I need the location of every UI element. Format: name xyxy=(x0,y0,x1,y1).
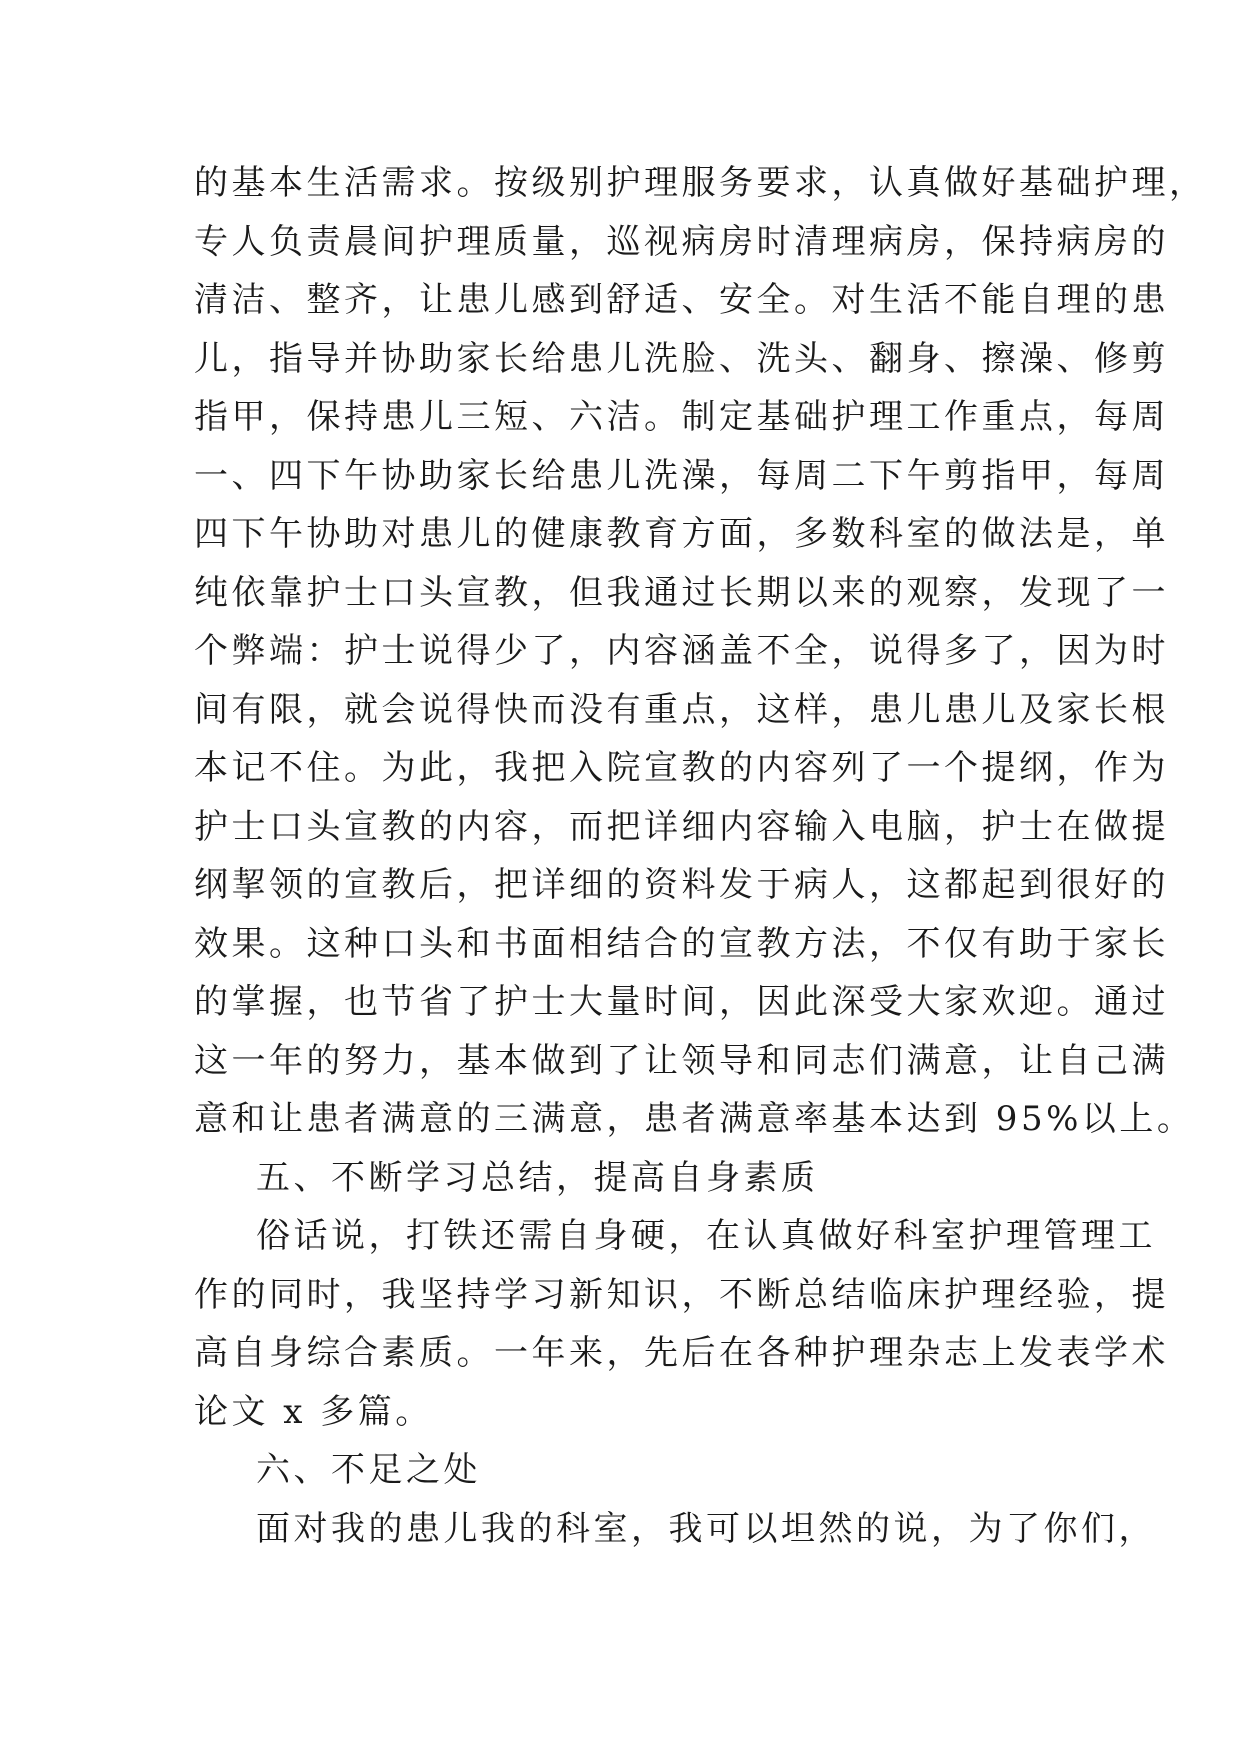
text-line: 清洁、整齐，让患儿感到舒适、安全。对生活不能自理的患 xyxy=(194,280,1169,320)
text-line: 指甲，保持患儿三短、六洁。制定基础护理工作重点，每周 xyxy=(194,397,1169,437)
text-line: 的掌握，也节省了护士大量时间，因此深受大家欢迎。通过 xyxy=(194,982,1169,1022)
text-line: 面对我的患儿我的科室，我可以坦然的说，为了你们， xyxy=(256,1508,1156,1549)
text-line: 纯依靠护士口头宣教，但我通过长期以来的观察，发现了一 xyxy=(194,572,1169,613)
text-line: 俗话说，打铁还需自身硬，在认真做好科室护理管理工 xyxy=(256,1216,1156,1256)
text-line: 高自身综合素质。一年来，先后在各种护理杂志上发表学术 xyxy=(194,1333,1169,1373)
text-line: 效果。这种口头和书面相结合的宣教方法，不仅有助于家长 xyxy=(194,923,1169,964)
text-line: 这一年的努力，基本做到了让领导和同志们满意，让自己满 xyxy=(194,1040,1169,1081)
text-line: 六、不足之处 xyxy=(256,1450,481,1490)
document-body xyxy=(194,154,1207,1558)
text-line: 纲挈领的宣教后，把详细的资料发于病人，这都起到很好的 xyxy=(194,865,1169,905)
text-line: 间有限，就会说得快而没有重点，这样，患儿患儿及家长根 xyxy=(194,689,1169,730)
text-line: 一、四下午协助家长给患儿洗澡，每周二下午剪指甲，每周 xyxy=(194,455,1169,496)
text-line: 本记不住。为此，我把入院宣教的内容列了一个提纲，作为 xyxy=(194,748,1169,788)
text-line: 的基本生活需求。按级别护理服务要求，认真做好基础护理， xyxy=(194,163,1207,203)
text-line: 论文 x 多篇。 xyxy=(194,1391,433,1432)
text-line: 护士口头宣教的内容，而把详细内容输入电脑，护士在做提 xyxy=(194,806,1169,847)
text-line: 意和让患者满意的三满意，患者满意率基本达到 95%以上。 xyxy=(194,1099,1195,1139)
text-line: 四下午协助对患儿的健康教育方面，多数科室的做法是，单 xyxy=(194,514,1169,554)
text-line: 个弊端：护士说得少了，内容涵盖不全，说得多了，因为时 xyxy=(194,631,1169,671)
text-line: 作的同时，我坚持学习新知识，不断总结临床护理经验，提 xyxy=(194,1274,1169,1315)
text-line: 儿，指导并协助家长给患儿洗脸、洗头、翻身、擦澡、修剪 xyxy=(194,338,1169,379)
text-line: 专人负责晨间护理质量，巡视病房时清理病房，保持病房的 xyxy=(194,221,1169,262)
text-line: 五、不断学习总结，提高自身素质 xyxy=(256,1157,819,1198)
